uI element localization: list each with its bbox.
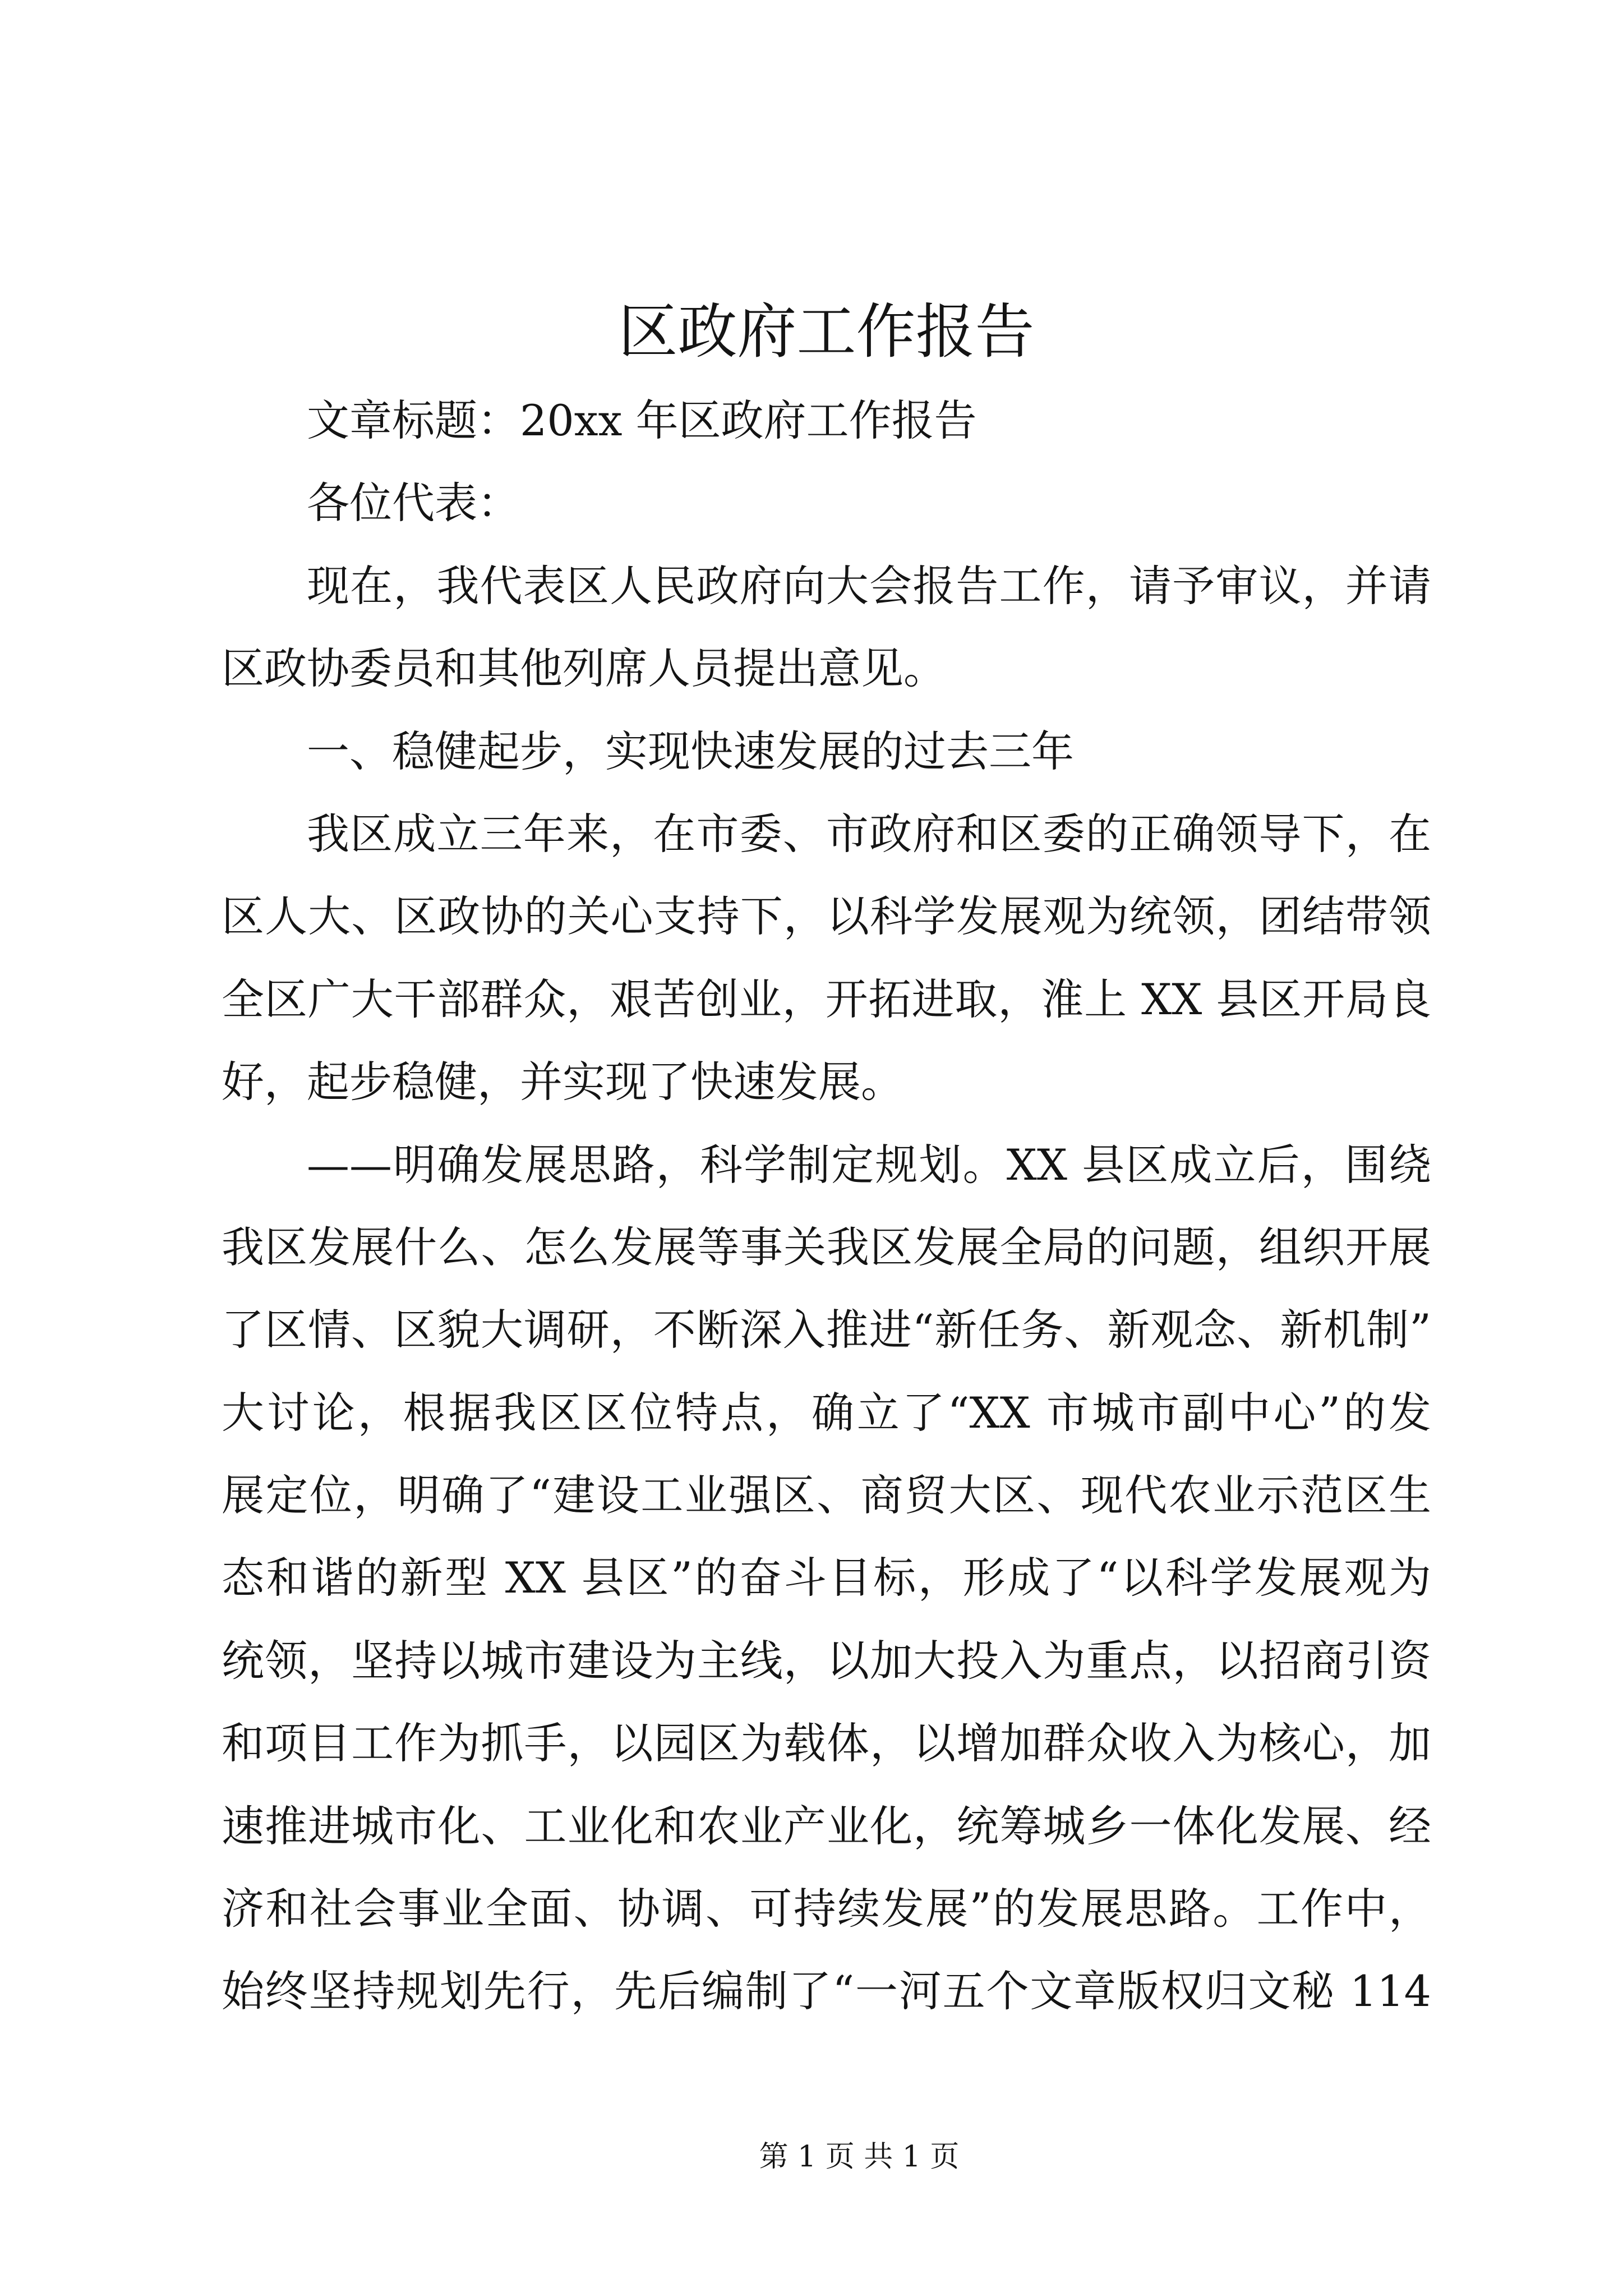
text-line: 文章标题：20xx 年区政府工作报告 <box>307 395 977 445</box>
text-line: 了区情、区貌大调研，不断深入推进“新任务、新观念、新机制” <box>222 1305 1431 1355</box>
text-line: 我区成立三年来，在市委、市政府和区委的正确领导下，在 <box>307 808 1431 859</box>
page-footer: 第 1 页 共 1 页 <box>759 2140 960 2174</box>
text-line: 区人大、区政协的关心支持下，以科学发展观为统领，团结带领 <box>222 891 1431 942</box>
text-line: 和项目工作为抓手，以园区为载体，以增加群众收入为核心，加 <box>222 1718 1431 1769</box>
paragraph-salutation <box>222 462 1431 544</box>
text-line: 济和社会事业全面、协调、可持续发展”的发展思路。工作中， <box>222 1884 1431 1934</box>
document-body <box>222 379 1431 2033</box>
text-line: 全区广大干部群众，艰苦创业，开拓进取，淮上 XX 县区开局良 <box>222 974 1431 1024</box>
text-line: 现在，我代表区人民政府向大会报告工作，请予审议，并请 <box>307 560 1431 611</box>
text-line: 展定位，明确了“建设工业强区、商贸大区、现代农业示范区生 <box>222 1470 1431 1521</box>
text-line: 大讨论，根据我区区位特点，确立了“XX 市城市副中心”的发 <box>222 1387 1431 1438</box>
paragraph-overview <box>222 793 1431 1124</box>
text-line: 速推进城市化、工业化和农业产业化，统筹城乡一体化发展、经 <box>222 1801 1431 1851</box>
text-line: 好，起步稳健，并实现了快速发展。 <box>222 1057 903 1107</box>
section-heading <box>222 710 1431 793</box>
text-line: 我区发展什么、怎么发展等事关我区发展全局的问题，组织开展 <box>222 1222 1431 1272</box>
text-line: 统领，坚持以城市建设为主线，以加大投入为重点，以招商引资 <box>222 1635 1431 1686</box>
text-line: 态和谐的新型 XX 县区”的奋斗目标，形成了“以科学发展观为 <box>222 1553 1431 1603</box>
text-line: 始终坚持规划先行，先后编制了“一河五个文章版权归文秘 114 <box>222 1966 1431 2017</box>
paragraph-development-plan <box>222 1124 1431 2033</box>
text-line: 各位代表： <box>307 478 520 528</box>
document-title: 区政府工作报告 <box>618 297 1035 366</box>
text-line: 一、稳健起步，实现快速发展的过去三年 <box>307 726 1074 776</box>
text-line: ——明确发展思路，科学制定规划。XX 县区成立后，围绕 <box>307 1139 1431 1190</box>
paragraph-intro <box>222 545 1431 710</box>
text-line: 区政协委员和其他列席人员提出意见。 <box>222 643 946 694</box>
paragraph-article-title <box>222 379 1431 462</box>
